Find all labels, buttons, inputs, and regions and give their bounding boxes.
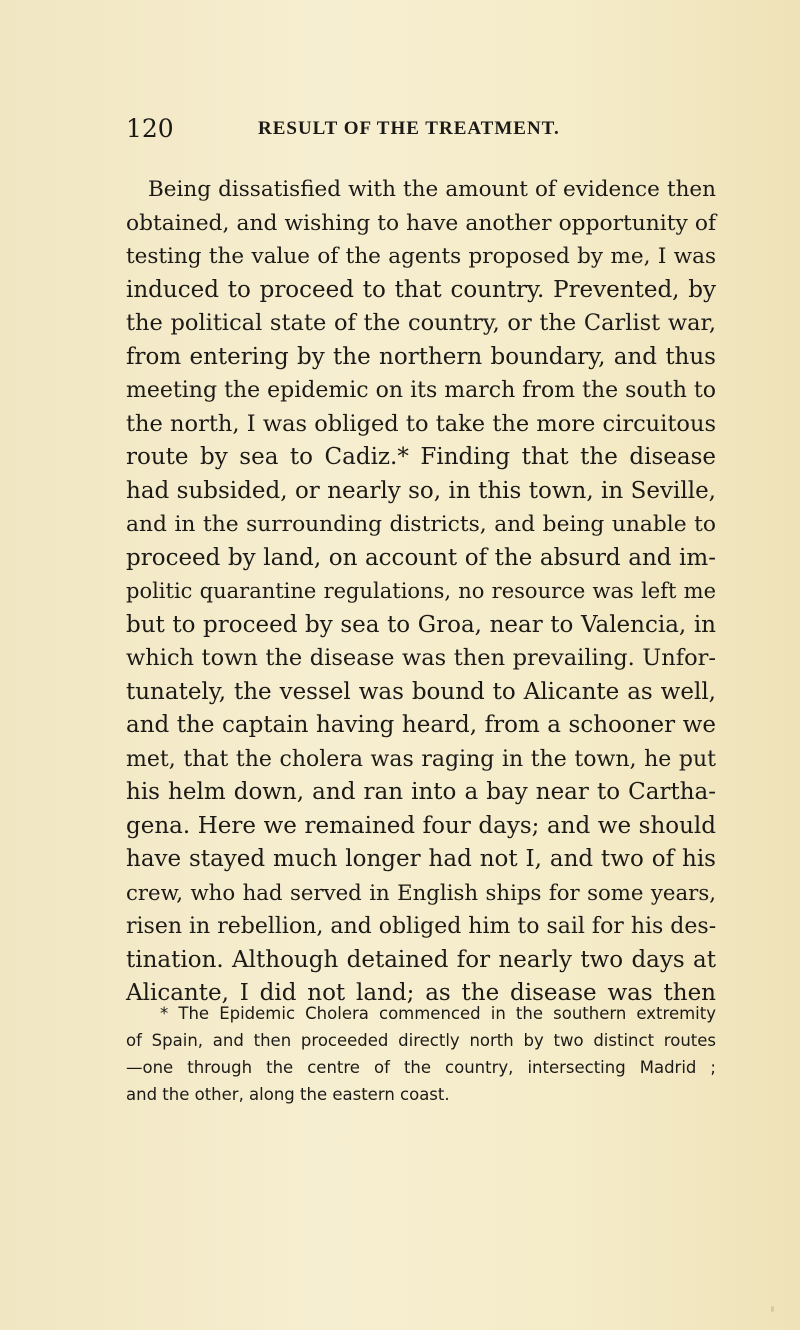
text-line: route by sea to Cadiz.* Finding that the disease (126, 444, 716, 470)
footnote-line: —one through the centre of the country, intersecting Madrid ; (126, 1058, 716, 1077)
text-line: testing the value of the agents proposed by me, I was (126, 244, 716, 269)
text-line: and in the surrounding districts, and being unable to (126, 512, 716, 537)
text-line: proceed by land, on account of the absurd and im- (126, 544, 716, 571)
text-line: tination. Although detained for nearly two days at (126, 946, 716, 973)
text-line: meeting the epidemic on its march from the south to (126, 378, 716, 403)
text-line: met, that the cholera was raging in the town, he put (126, 746, 716, 772)
text-line: had subsided, or nearly so, in this town, in Seville, (126, 477, 716, 504)
paper-speck (771, 1306, 774, 1312)
running-head (126, 114, 726, 146)
text-line: from entering by the northern boundary, and thus (126, 343, 716, 370)
footnote (126, 1000, 716, 1108)
text-line: obtained, and wishing to have another opportunity of (126, 210, 716, 236)
footnote-line: and the other, along the eastern coast. (126, 1085, 450, 1104)
running-title: RESULT OF THE TREATMENT. (258, 118, 560, 139)
text-line: the political state of the country, or the Carlist war, (126, 310, 716, 336)
text-line: which town the disease was then prevailing. Unfor- (126, 645, 716, 671)
text-line: Being dissatisfied with the amount of evidence then (148, 177, 716, 202)
text-line: gena. Here we remained four days; and we should (126, 812, 716, 839)
text-line: but to proceed by sea to Groa, near to Valencia, in (126, 611, 716, 638)
text-line: Alicante, I did not land; as the disease was then (126, 980, 716, 1006)
text-line: risen in rebellion, and obliged him to sail for his des- (126, 914, 717, 939)
body-text (126, 173, 716, 1011)
text-line: tunately, the vessel was bound to Alicante as well, (126, 678, 716, 705)
text-line: politic quarantine regulations, no resource was left me (126, 579, 716, 603)
footnote-line: * The Epidemic Cholera commenced in the southern extremity (160, 1004, 716, 1023)
footnote-line: of Spain, and then proceeded directly north by two distinct routes (126, 1031, 716, 1050)
text-line: crew, who had served in English ships for some years, (126, 880, 716, 906)
text-line: and the captain having heard, from a schooner we (126, 712, 716, 738)
text-line: his helm down, and ran into a bay near to Cartha- (126, 779, 716, 805)
page-number: 120 (126, 114, 174, 143)
text-line: have stayed much longer had not I, and two of his (126, 846, 716, 872)
text-line: the north, I was obliged to take the more circuitous (126, 410, 716, 437)
text-line: induced to proceed to that country. Prevented, by (126, 276, 716, 303)
